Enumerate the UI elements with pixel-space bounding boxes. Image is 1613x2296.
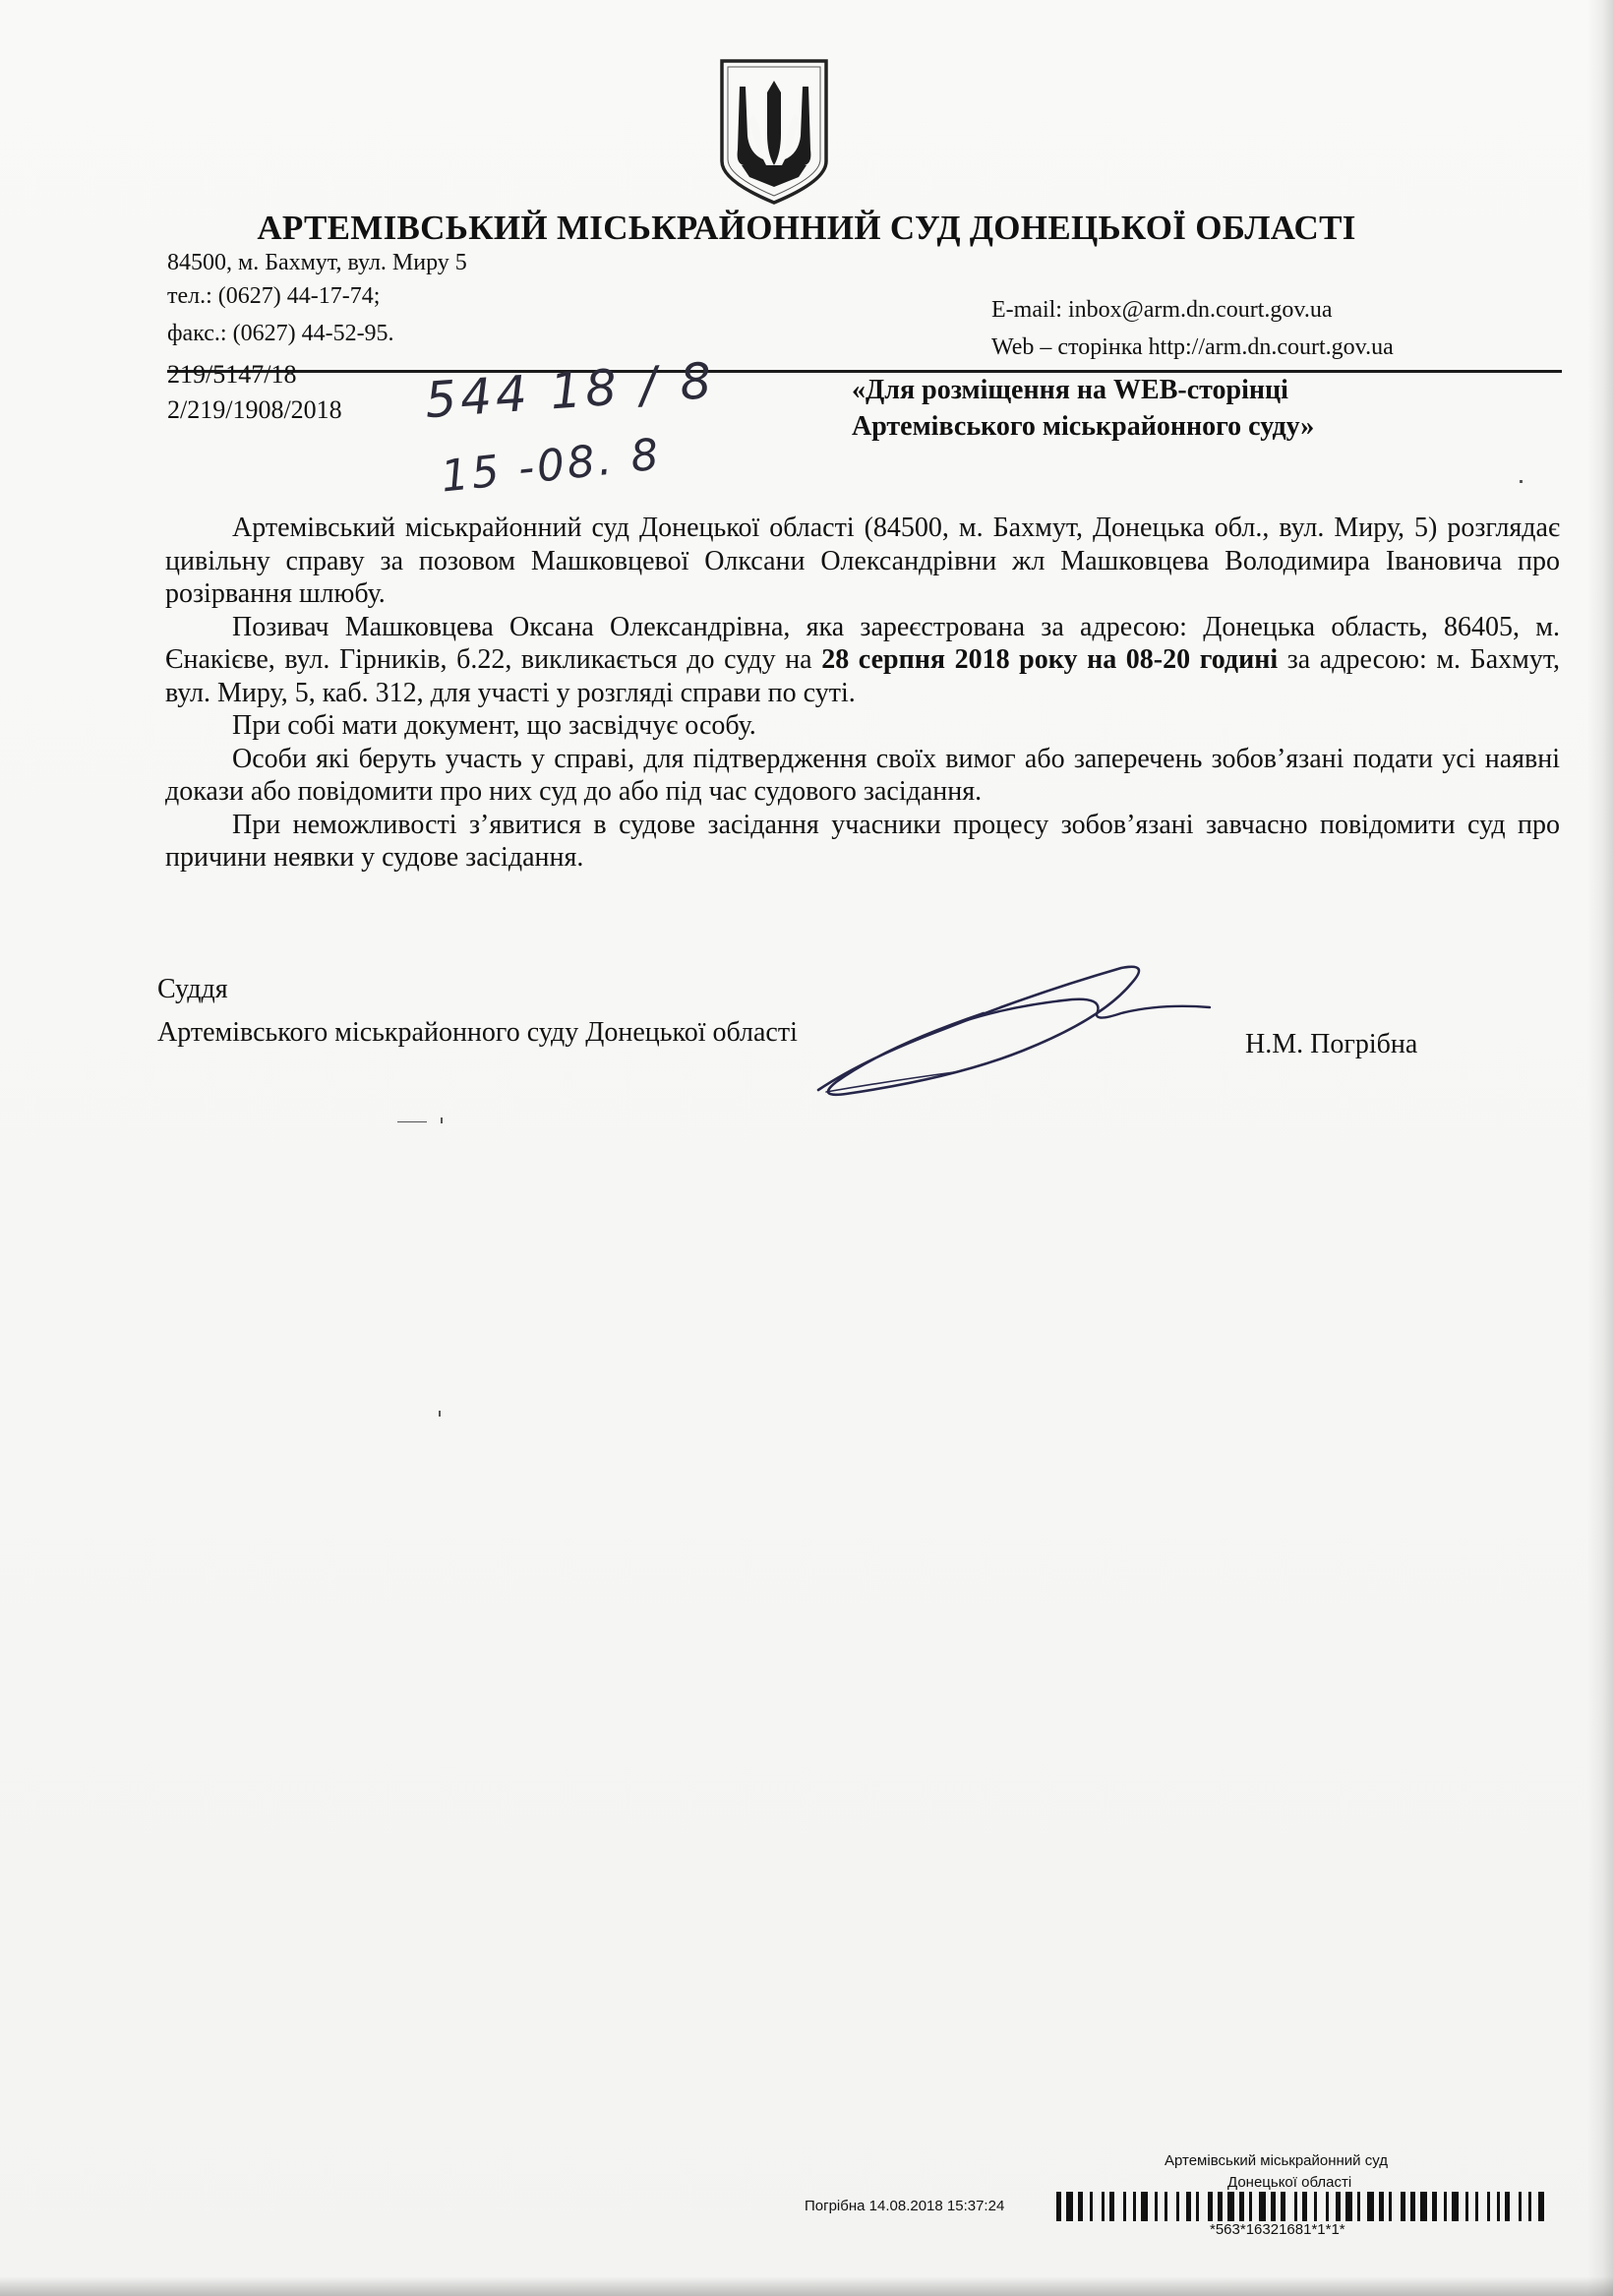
court-website: Web – сторінка http://arm.dn.court.gov.ua (991, 334, 1394, 360)
barcode-bar (1326, 2192, 1329, 2221)
barcode-bar (1497, 2192, 1500, 2221)
barcode-bar (1165, 2192, 1167, 2221)
court-address: 84500, м. Бахмут, вул. Миру 5 (167, 250, 467, 275)
handwritten-signature-icon (806, 964, 1220, 1102)
barcode-bar (1367, 2192, 1374, 2221)
barcode-bar (1389, 2192, 1392, 2221)
barcode-bar (1538, 2192, 1544, 2221)
barcode-bar (1519, 2192, 1522, 2221)
court-phone: тел.: (0627) 44-17-74; (167, 283, 381, 309)
paragraph-evidence: Особи які беруть участь у справі, для підтвердження своїх вимог або заперечень зобов’язані подати усі наявні докази або повідомити про них суд до або під час судового засідання. (165, 743, 1560, 807)
paragraph-summons (165, 611, 1560, 710)
barcode-bar (1357, 2192, 1360, 2221)
web-publication-notice (852, 372, 1314, 445)
scan-speck (397, 1121, 427, 1122)
barcode-bar (1401, 2192, 1405, 2221)
barcode-bar (1208, 2192, 1213, 2221)
signatory-title: Суддя (157, 974, 228, 1004)
scan-speck (439, 1411, 441, 1417)
hearing-datetime: 28 серпня 2018 року на 08-20 годині (821, 644, 1279, 675)
case-number: 219/5147/18 (167, 360, 297, 389)
barcode-bar (1452, 2192, 1459, 2221)
barcode-bar (1465, 2192, 1468, 2221)
handwritten-date: 15 -08. 8 (438, 429, 664, 503)
summons-body (165, 512, 1560, 875)
barcode-bar (1271, 2192, 1276, 2221)
ukraine-trident-emblem-icon (716, 55, 832, 208)
barcode-bar (1133, 2192, 1136, 2221)
paragraph-case-description: Артемівський міськрайонний суд Донецької області (84500, м. Бахмут, Донецька обл., вул. Миру, 5) розглядає цивільну справу за позовом Машковцевої Олксани Олександрівни жл Машковцева Володимира Івановича про розірвання шлюбу. (165, 513, 1560, 609)
barcode-bar (1420, 2192, 1427, 2221)
court-title: АРТЕМІВСЬКИЙ МІСЬКРАЙОННИЙ СУД ДОНЕЦЬКОЇ ОБЛАСТІ (257, 209, 1356, 247)
barcode-bar (1227, 2192, 1234, 2221)
barcode-bar (1141, 2192, 1148, 2221)
scan-speck (441, 1118, 443, 1123)
barcode-bar (1336, 2192, 1341, 2221)
summons-text-start: Позивач Машковцева Оксана Олександрівна, яка зареєстрована за адресою: Донецька область, 86405, м. Єнакієве, вул. Гірників, б.22, викликається до суду на (165, 611, 1560, 675)
barcode-bar (1294, 2192, 1297, 2221)
barcode-bar (1218, 2192, 1223, 2221)
notice-line-2: Артемівського міськрайонного суду» (852, 411, 1315, 442)
notice-line-1: «Для розміщення на WEB-сторінці (852, 375, 1288, 405)
court-fax: факс.: (0627) 44-52-95. (167, 321, 394, 346)
handwritten-registration-number: 544 18 / 8 (423, 351, 718, 430)
barcode-bar (1090, 2192, 1093, 2221)
barcode-bar (1487, 2192, 1490, 2221)
barcode-bar (1109, 2192, 1114, 2221)
barcode-bar (1239, 2192, 1244, 2221)
judge-name: Н.М. Погрібна (1245, 1029, 1418, 1059)
barcode-bar (1176, 2192, 1179, 2221)
barcode-bar (1249, 2192, 1252, 2221)
barcode-bar (1186, 2192, 1191, 2221)
scan-speck (1520, 480, 1523, 483)
stamp-court-name: Артемівський міськрайонний суд (1165, 2152, 1388, 2169)
barcode-bar (1410, 2192, 1415, 2221)
paragraph-id-document: При собі мати документ, що засвідчує особу. (232, 710, 756, 741)
scan-edge-shadow (1587, 0, 1613, 2296)
barcode-bar (1302, 2192, 1307, 2221)
summons-text-end: за адресою: м. Бахмут, вул. Миру, 5, каб. 312, для участі у розгляді справи по суті. (165, 644, 1560, 708)
proceeding-number: 2/219/1908/2018 (167, 395, 342, 424)
barcode-bar (1155, 2192, 1158, 2221)
barcode-bar (1102, 2192, 1105, 2221)
barcode-icon (1056, 2192, 1544, 2221)
barcode-bar (1056, 2192, 1061, 2221)
stamp-barcode-text: *563*16321681*1*1* (1210, 2221, 1345, 2238)
stamp-region: Донецької області (1227, 2174, 1352, 2191)
barcode-bar (1314, 2192, 1317, 2221)
barcode-bar (1123, 2192, 1126, 2221)
signatory-court: Артемівського міськрайонного суду Донецької області (157, 1017, 798, 1048)
barcode-bar (1475, 2192, 1478, 2221)
barcode-bar (1528, 2192, 1531, 2221)
barcode-bar (1432, 2192, 1437, 2221)
barcode-bar (1066, 2192, 1073, 2221)
scan-bottom-shadow (0, 2276, 1613, 2296)
paragraph-absence: При неможливості з’явитися в судове засідання учасники процесу зобов’язані завчасно повідомити суд про причини неявки у судове засідання. (165, 809, 1560, 873)
barcode-bar (1196, 2192, 1199, 2221)
barcode-bar (1505, 2192, 1510, 2221)
barcode-bar (1078, 2192, 1083, 2221)
barcode-bar (1259, 2192, 1266, 2221)
barcode-bar (1281, 2192, 1285, 2221)
barcode-bar (1345, 2192, 1352, 2221)
barcode-bar (1444, 2192, 1447, 2221)
barcode-bar (1379, 2192, 1384, 2221)
stamp-registration: Погрібна 14.08.2018 15:37:24 (805, 2198, 1005, 2214)
court-email: E-mail: inbox@arm.dn.court.gov.ua (991, 297, 1333, 323)
